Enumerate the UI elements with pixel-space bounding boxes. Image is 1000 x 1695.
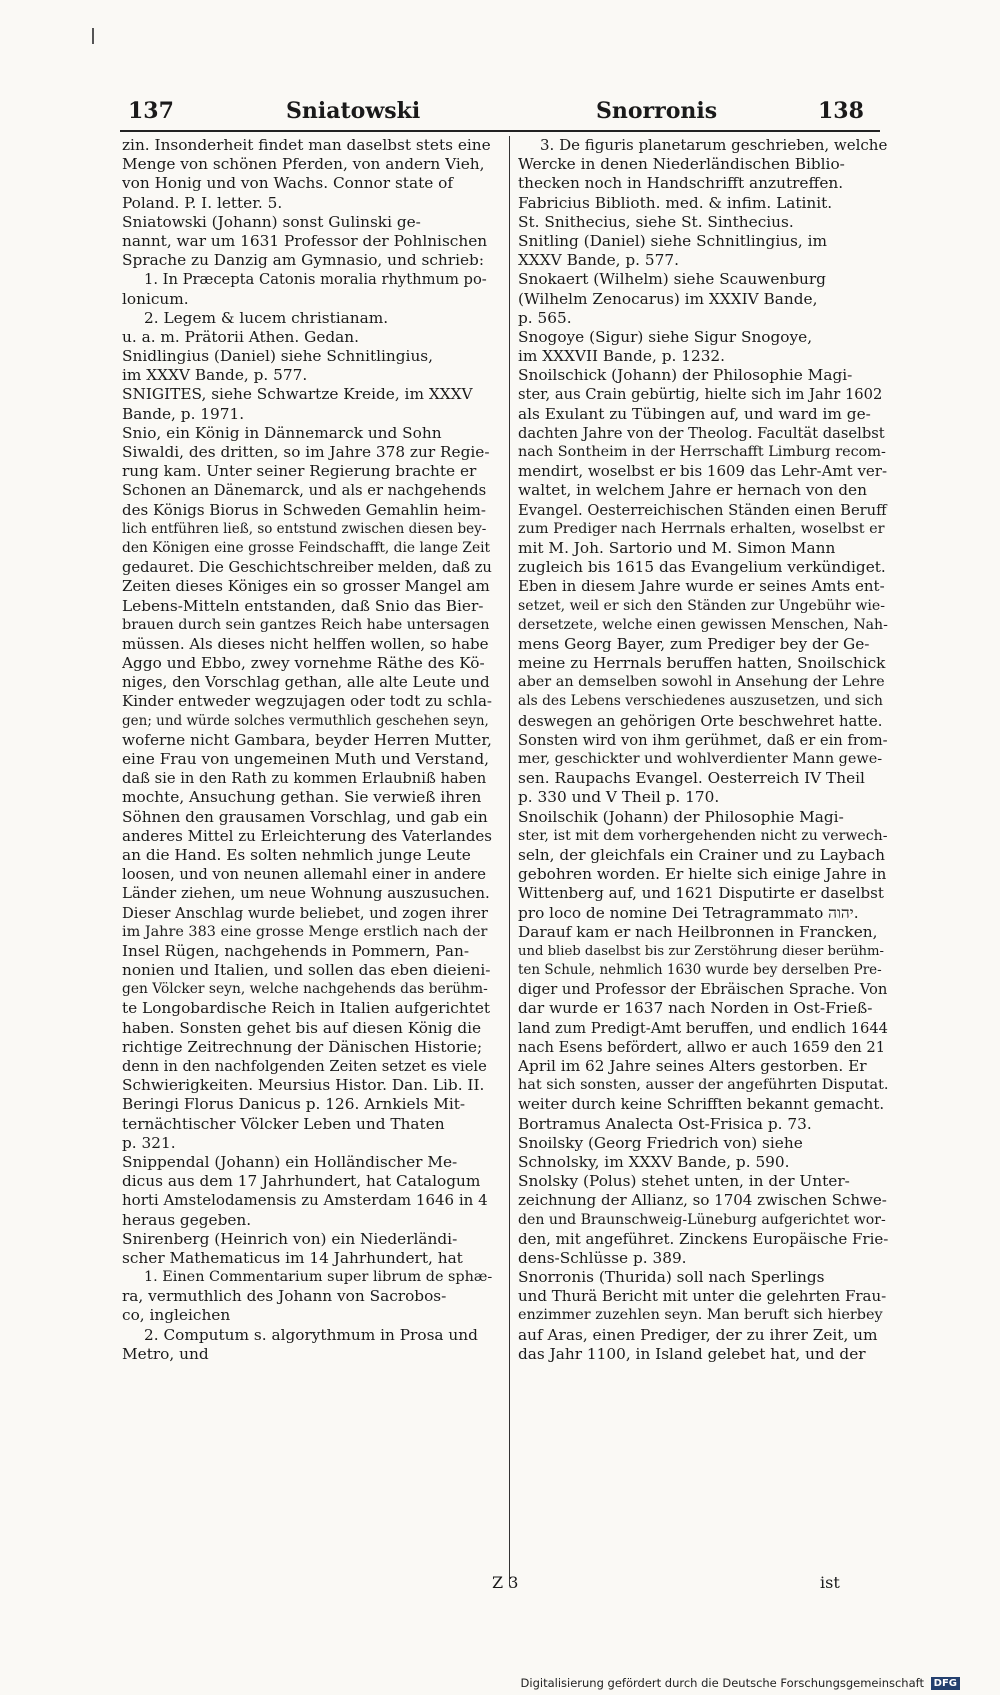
- text-line: Snorronis (Thurida) soll nach Sperlings: [518, 1268, 825, 1287]
- text-line: Snokaert (Wilhelm) siehe Scauwenburg: [518, 270, 826, 289]
- text-line: loosen, und von neunen allemahl einer in andere: [122, 866, 486, 884]
- text-line: SNIGITES, siehe Schwartze Kreide, im XXXV: [122, 385, 473, 404]
- text-line: richtige Zeitrechnung der Dänischen Historie;: [122, 1037, 483, 1056]
- text-line: Aggo und Ebbo, zwey vornehme Räthe des Kö-: [122, 654, 485, 673]
- header-keyword-right: Snorronis: [596, 98, 718, 124]
- text-line: und blieb daselbst bis zur Zerstöhrung dieser berühm-: [518, 943, 885, 959]
- text-line: thecken noch in Handschrifft anzutreffen.: [518, 174, 844, 193]
- text-line: den Königen eine grosse Feindschafft, die lange Zeit: [122, 539, 491, 556]
- text-line: daß sie in den Rath zu kommen Erlaubniß haben: [122, 770, 487, 788]
- text-line: den und Braunschweig-Lüneburg aufgerichtet wor-: [518, 1211, 886, 1228]
- text-line: ten Schule, nehmlich 1630 wurde bey derselben Pre-: [518, 962, 882, 979]
- text-line: St. Snithecius, siehe St. Sinthecius.: [518, 212, 794, 231]
- text-line: mens Georg Bayer, zum Prediger bey der Ge-: [518, 634, 870, 653]
- text-line: waltet, in welchem Jahre er hernach von den: [518, 481, 867, 500]
- text-line: mit M. Joh. Sartorio und M. Simon Mann: [518, 538, 836, 557]
- column-divider: [509, 136, 510, 1586]
- dfg-logo: DFG: [931, 1677, 960, 1690]
- catchword: ist: [820, 1573, 840, 1592]
- text-line: des Königs Biorus in Schweden Gemahlin heim-: [122, 500, 486, 519]
- text-line: Insel Rügen, nachgehends in Pommern, Pan-: [122, 941, 470, 960]
- text-line: im Jahre 383 eine grosse Menge erstlich nach der: [122, 923, 488, 940]
- text-line: Sprache zu Danzig am Gymnasio, und schrieb:: [122, 251, 484, 270]
- text-line: XXXV Bande, p. 577.: [518, 251, 679, 270]
- text-line: dersetzete, welche einen gewissen Menschen, Nah-: [518, 616, 888, 633]
- signature-mark: Z 3: [492, 1573, 519, 1592]
- text-line: p. 330 und V Theil p. 170.: [518, 788, 720, 807]
- text-line: 2. Computum s. algorythmum in Prosa und: [144, 1325, 478, 1344]
- text-line: Söhnen den grausamen Vorschlag, und gab ein: [122, 807, 488, 826]
- text-line: mochte, Ansuchung gethan. Sie verwieß ihren: [122, 788, 482, 807]
- text-line: dicus aus dem 17 Jahrhundert, hat Catalogum: [122, 1172, 481, 1191]
- text-line: Snoilsky (Georg Friedrich von) siehe: [518, 1133, 803, 1152]
- text-line: p. 565.: [518, 308, 572, 327]
- text-line: enzimmer zuzehlen seyn. Man beruft sich hierbey: [518, 1307, 883, 1324]
- left-column: [122, 136, 492, 1364]
- text-line: 2. Legem & lucem christianam.: [144, 308, 389, 327]
- text-line: Schnolsky, im XXXV Bande, p. 590.: [518, 1152, 790, 1171]
- text-line: Snoilschick (Johann) der Philosophie Magi-: [518, 366, 853, 385]
- text-line: müssen. Als dieses nicht helffen wollen, so habe: [122, 634, 489, 653]
- text-line: mendirt, woselbst er bis 1609 das Lehr-Amt ver-: [518, 462, 888, 481]
- text-line: den, mit angeführet. Zinckens Europäische Frie-: [518, 1229, 888, 1248]
- text-line: zeichnung der Allianz, so 1704 zwischen Schwe-: [518, 1191, 887, 1210]
- text-line: dens-Schlüsse p. 389.: [518, 1248, 687, 1267]
- text-line: hat sich sonsten, ausser der angeführten Disputat.: [518, 1077, 888, 1094]
- text-line: te Longobardische Reich in Italien aufgerichtet: [122, 999, 491, 1018]
- text-line: seln, der gleichfals ein Crainer und zu Laybach: [518, 845, 885, 864]
- text-line: Sniatowski (Johann) sonst Gulinski ge-: [122, 212, 421, 231]
- text-line: ster, aus Crain gebürtig, hielte sich im Jahr 1602: [518, 386, 883, 404]
- text-line: nannt, war um 1631 Professor der Pohlnischen: [122, 231, 488, 250]
- text-line: aber an demselben sowohl in Ansehung der Lehre: [518, 674, 885, 691]
- text-line: Schonen an Dänemarck, und als er nachgehends: [122, 482, 487, 500]
- text-line: meine zu Herrnals beruffen hatten, Snoilschick: [518, 654, 886, 673]
- text-line: Beringi Florus Danicus p. 126. Arnkiels Mit-: [122, 1095, 466, 1114]
- text-line: lonicum.: [122, 289, 189, 308]
- text-line: gen Völcker seyn, welche nachgehends das berühm-: [122, 981, 488, 998]
- right-column: [518, 136, 888, 1364]
- text-line: April im 62 Jahre seines Alters gestorben. Er: [518, 1057, 867, 1075]
- text-line: Snippendal (Johann) ein Holländischer Me-: [122, 1152, 458, 1171]
- text-line: rung kam. Unter seiner Regierung brachte er: [122, 462, 477, 481]
- text-line: als des Lebens verschiedenes auszusetzen, und sich: [518, 693, 883, 710]
- text-line: 1. In Præcepta Catonis moralia rhythmum po-: [144, 271, 487, 289]
- text-line: ra, vermuthlich des Johann von Sacrobos-: [122, 1287, 447, 1306]
- header-rule: [120, 130, 880, 132]
- text-line: von Honig und von Wachs. Connor state of: [122, 174, 453, 193]
- text-line: eine Frau von ungemeinen Muth und Verstand,: [122, 750, 490, 768]
- text-line: zin. Insonderheit findet man daselbst stets eine: [122, 136, 491, 154]
- text-line: im XXXV Bande, p. 577.: [122, 366, 308, 385]
- page-footer: [120, 1573, 880, 1595]
- text-line: u. a. m. Prätorii Athen. Gedan.: [122, 327, 359, 346]
- text-line: Menge von schönen Pferden, von andern Vieh,: [122, 155, 485, 174]
- text-line: 1. Einen Commentarium super librum de sphæ-: [144, 1269, 492, 1286]
- text-line: Darauf kam er nach Heilbronnen in Francken,: [518, 922, 878, 941]
- text-line: Wittenberg auf, und 1621 Disputirte er daselbst: [518, 884, 884, 903]
- text-line: Snio, ein König in Dännemarck und Sohn: [122, 423, 442, 442]
- text-line: Schwierigkeiten. Meursius Histor. Dan. Lib. II.: [122, 1076, 485, 1095]
- text-line: ternächtischer Völcker Leben und Thaten: [122, 1114, 445, 1133]
- text-line: nach Esens befördert, allwo er auch 1659 den 21: [518, 1038, 886, 1056]
- text-line: Siwaldi, des dritten, so im Jahre 378 zur Regie-: [122, 443, 490, 461]
- text-line: zum Prediger nach Herrnals erhalten, woselbst er: [518, 520, 885, 537]
- text-line: p. 321.: [122, 1133, 176, 1152]
- margin-mark: [92, 28, 94, 44]
- text-line: gen; und würde solches vermuthlich geschehen seyn,: [122, 712, 489, 729]
- text-line: Fabricius Biblioth. med. & infim. Latinit.: [518, 193, 833, 212]
- text-line: und Thurä Bericht mit unter die gelehrten Frau-: [518, 1287, 887, 1306]
- text-line: Snolsky (Polus) stehet unten, in der Unter-: [518, 1172, 850, 1191]
- text-line: Dieser Anschlag wurde beliebet, und zogen ihrer: [122, 904, 488, 922]
- text-line: Snidlingius (Daniel) siehe Schnitlingius,: [122, 347, 434, 366]
- text-line: gebohren worden. Er hielte sich einige Jahre in: [518, 865, 887, 884]
- text-line: als Exulant zu Tübingen auf, und ward im ge-: [518, 404, 871, 423]
- text-line: zugleich bis 1615 das Evangelium verkündiget.: [518, 558, 886, 577]
- text-line: dachten Jahre von der Theolog. Facultät daselbst: [518, 424, 885, 442]
- text-line: nach Sontheim in der Herrschafft Limburg recom-: [518, 444, 886, 460]
- text-line: Bande, p. 1971.: [122, 404, 245, 423]
- text-line: lich entführen ließ, so entstund zwischen diesen bey-: [122, 520, 487, 537]
- text-line: Metro, und: [122, 1344, 209, 1363]
- text-line: woferne nicht Gambara, beyder Herren Mutter,: [122, 730, 492, 749]
- credit-text: Digitalisierung gefördert durch die Deutsche Forschungsgemeinschaft: [520, 1676, 924, 1690]
- text-line: co, ingleichen: [122, 1306, 231, 1325]
- text-line: pro loco de nomine Dei Tetragrammato יהוה.: [518, 903, 859, 922]
- text-line: haben. Sonsten gehet bis auf diesen König die: [122, 1018, 482, 1037]
- text-line: Kinder entweder wegzujagen oder todt zu schla-: [122, 692, 492, 711]
- text-line: denn in den nachfolgenden Zeiten setzet es viele: [122, 1058, 487, 1075]
- text-line: Snogoye (Sigur) siehe Sigur Snogoye,: [518, 327, 813, 346]
- text-line: (Wilhelm Zenocarus) im XXXIV Bande,: [518, 289, 818, 308]
- text-line: das Jahr 1100, in Island gelebet hat, und der: [518, 1344, 866, 1363]
- text-line: land zum Predigt-Amt beruffen, und endlich 1644: [518, 1019, 888, 1037]
- text-line: Snoilschik (Johann) der Philosophie Magi-: [518, 807, 844, 826]
- text-line: Sonsten wird von ihm gerühmet, daß er ein from-: [518, 731, 888, 749]
- text-line: dar wurde er 1637 nach Norden in Ost-Frieß-: [518, 999, 873, 1018]
- text-line: Länder ziehen, um neue Wohnung auszusuchen.: [122, 884, 490, 903]
- text-line: gedauret. Die Geschichtschreiber melden, daß zu: [122, 559, 492, 577]
- text-line: Snirenberg (Heinrich von) ein Niederländi-: [122, 1229, 458, 1248]
- text-line: auf Aras, einen Prediger, der zu ihrer Zeit, um: [518, 1325, 878, 1344]
- text-line: Wercke in denen Niederländischen Biblio-: [518, 155, 845, 174]
- running-header: [120, 98, 900, 128]
- text-line: weiter durch keine Schrifften bekannt gemacht.: [518, 1095, 885, 1114]
- page-number-right: 138: [818, 98, 864, 124]
- header-keyword-left: Sniatowski: [286, 98, 421, 124]
- text-line: niges, den Vorschlag gethan, alle alte Leute und: [122, 673, 490, 692]
- text-line: Eben in diesem Jahre wurde er seines Amts ent-: [518, 577, 885, 596]
- text-line: horti Amstelodamensis zu Amsterdam 1646 in 4: [122, 1191, 488, 1210]
- digitization-credit: [521, 1676, 960, 1690]
- text-line: setzet, weil er sich den Ständen zur Ungebühr wie-: [518, 597, 886, 614]
- text-line: Zeiten dieses Königes ein so grosser Mangel am: [122, 577, 490, 596]
- text-line: sen. Raupachs Evangel. Oesterreich IV Theil: [518, 769, 865, 788]
- text-line: Poland. P. I. letter. 5.: [122, 193, 283, 212]
- page-number-left: 137: [128, 98, 174, 124]
- text-line: nonien und Italien, und sollen das eben dieieni-: [122, 961, 491, 980]
- text-line: im XXXVII Bande, p. 1232.: [518, 347, 726, 366]
- text-line: Snitling (Daniel) siehe Schnitlingius, im: [518, 231, 828, 250]
- text-line: heraus gegeben.: [122, 1210, 252, 1229]
- text-line: Lebens-Mitteln entstanden, daß Snio das Bier-: [122, 596, 484, 615]
- text-line: Evangel. Oesterreichischen Ständen einen Beruff: [518, 501, 887, 519]
- text-line: an die Hand. Es solten nehmlich junge Leute: [122, 845, 471, 864]
- text-line: 3. De figuris planetarum geschrieben, welche: [540, 136, 888, 154]
- text-line: brauen durch sein gantzes Reich habe untersagen: [122, 616, 490, 633]
- text-line: ster, ist mit dem vorhergehenden nicht zu verwech-: [518, 827, 888, 844]
- text-line: diger und Professor der Ebräischen Sprache. Von: [518, 981, 888, 999]
- text-line: Bortramus Analecta Ost-Frisica p. 73.: [518, 1114, 812, 1133]
- text-line: mer, geschickter und wohlverdienter Mann gewe-: [518, 751, 883, 767]
- text-line: deswegen an gehörigen Orte beschwehret hatte.: [518, 712, 883, 730]
- text-line: scher Mathematicus im 14 Jahrhundert, hat: [122, 1248, 463, 1267]
- text-line: anderes Mittel zu Erleichterung des Vaterlandes: [122, 826, 492, 845]
